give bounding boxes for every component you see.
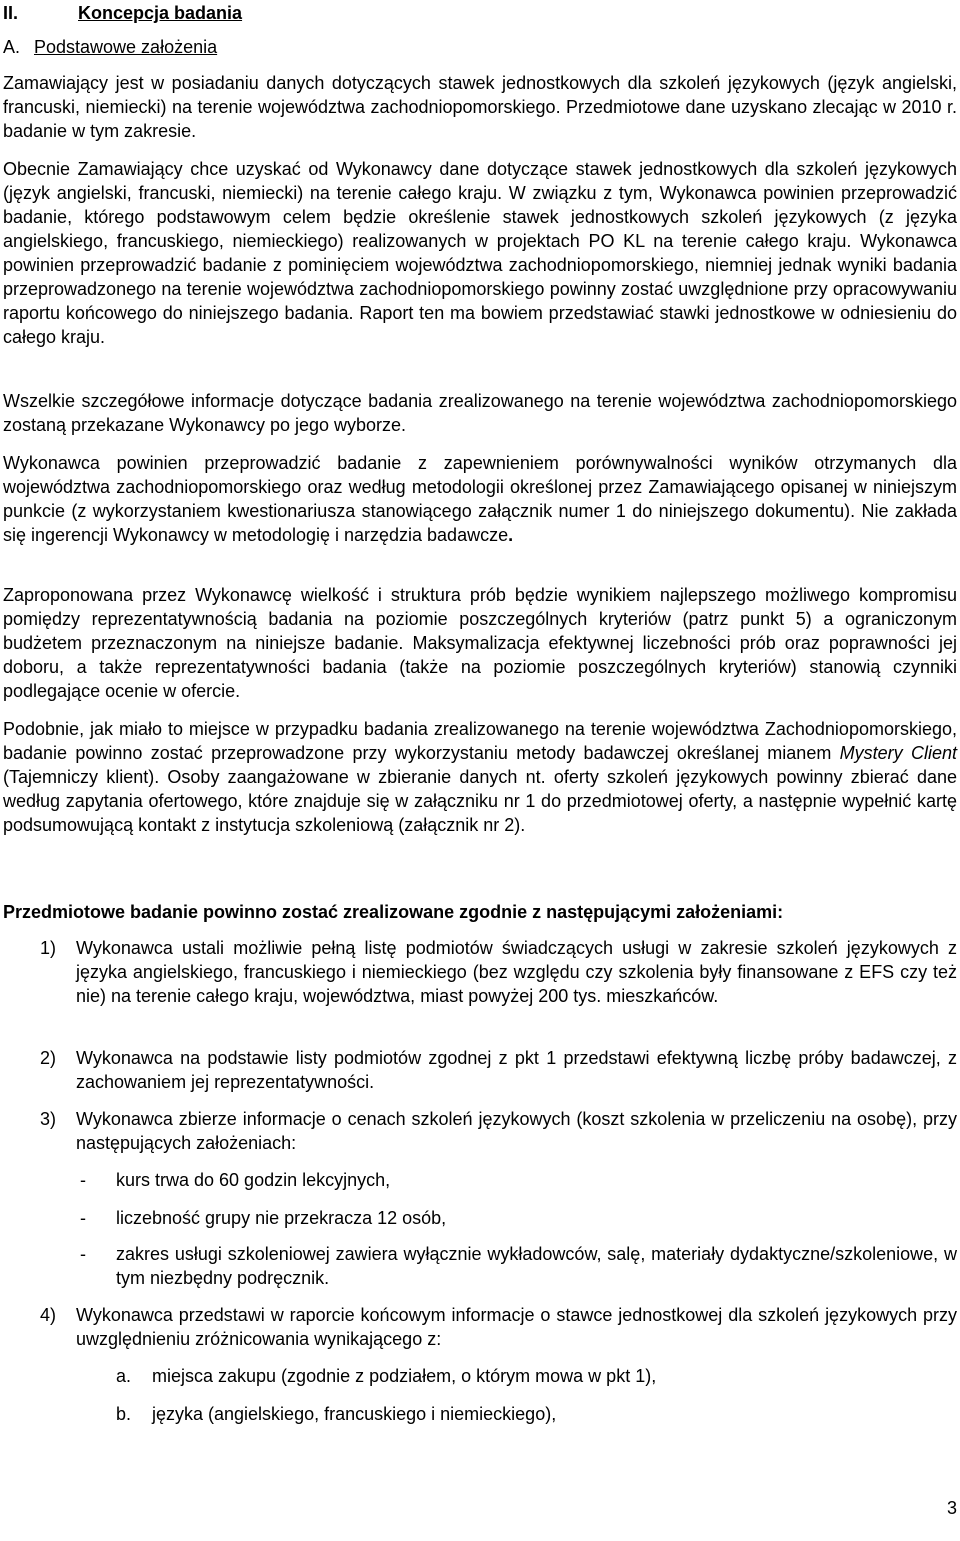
- dash-item: [3, 1206, 957, 1230]
- paragraph-text: Obecnie Zamawiający chce uzyskać od Wykonawcy dane dotyczące stawek jednostkowych dla szkoleń językowych (język angielski, francuski, niemiecki) na terenie całego kraju. W związku z tym, Wykonawca powinien przeprowadzić badanie, którego podstawowym celem będzie określenie stawek jednostkowych szkoleń językowych (z języka angielskiego, francuskiego, niemieckiego) realizowanych w projektach PO KL na terenie całego kraju. Wykonawca powinien przeprowadzić badanie z pominięciem województwa zachodniopomorskiego, niemniej jednak wyniki badania przeprowadzonego na terenie województwa zachodniopomorskiego powinny zostać uwzględnione przy opracowywaniu raportu końcowego do niniejszego badania. Raport ten ma bowiem przedstawiać stawki jednostkowe w odniesieniu do całego kraju.: [3, 159, 957, 347]
- list-item-text: Wykonawca na podstawie listy podmiotów zgodnej z pkt 1 przedstawi efektywną liczbę próby badawczej, z zachowaniem jej reprezentatywności.: [76, 1048, 957, 1092]
- list-item-number: 3): [40, 1109, 57, 1129]
- list-item-number: 4): [40, 1305, 57, 1325]
- sub-item-text: miejsca zakupu (zgodnie z podziałem, o którym mowa w pkt 1),: [152, 1366, 657, 1386]
- list-item: [3, 1303, 957, 1351]
- assumptions-heading: [3, 900, 957, 924]
- paragraph-1: [3, 71, 957, 143]
- list-item-number: 1): [40, 938, 57, 958]
- list-item: [3, 1046, 957, 1094]
- section-title: Koncepcja badania: [78, 3, 243, 23]
- list-item-text: Wykonawca przedstawi w raporcie końcowym informacje o stawce jednostkowej dla szkoleń językowych przy uwzględnieniu zróżnicowania wynikającego z:: [76, 1305, 957, 1349]
- section-number: II.: [3, 3, 19, 23]
- paragraph-6-emphasis: Mystery Client: [839, 743, 957, 763]
- sub-item: [3, 1364, 957, 1388]
- paragraph-4-end: .: [508, 525, 514, 545]
- paragraph-text: [3, 717, 957, 837]
- paragraph-text: Wszelkie szczegółowe informacje dotyczące badania zrealizowanego na terenie województwa zachodniopomorskiego zostaną przekazane Wykonawcy po jego wyborze.: [3, 391, 957, 435]
- dash-item: [3, 1242, 957, 1290]
- paragraph-3: [3, 389, 957, 437]
- paragraph-2: [3, 157, 957, 349]
- paragraph-text: Zamawiający jest w posiadaniu danych dotyczących stawek jednostkowych dla szkoleń językowych (język angielski, francuski, niemiecki) na terenie województwa zachodniopomorskiego. Przedmiotowe dane uzyskano zlecając w 2010 r. badanie w tym zakresie.: [3, 73, 957, 141]
- paragraph-6-b: (Tajemniczy klient). Osoby zaangażowane w zbieranie danych nt. oferty szkoleń językowych powinny zbierać dane według zapytania ofertowego, które znajduje się w załączniku nr 1 do przedmiotowej oferty, a następnie wypełnić kartę podsumowującą kontakt z instytucja szkoleniową (załącznik nr 2).: [3, 767, 957, 835]
- paragraph-text: [3, 451, 957, 547]
- paragraph-6-a: Podobnie, jak miało to miejsce w przypadku badania zrealizowanego na terenie województwa Zachodniopomorskiego, badanie powinno zostać przeprowadzone przy wykorzystaniu metody badawczej określanej mianem: [3, 719, 957, 763]
- paragraph-6: [3, 717, 957, 837]
- sub-item: [3, 1402, 957, 1426]
- sub-item-mark: b.: [116, 1404, 132, 1424]
- subsection-heading: [3, 36, 217, 58]
- page-number: 3: [946, 1498, 957, 1518]
- subsection-title: Podstawowe założenia: [34, 37, 218, 57]
- dash-mark: -: [80, 1244, 86, 1264]
- assumptions-heading-text: Przedmiotowe badanie powinno zostać zrealizowane zgodnie z następującymi założeniami:: [3, 902, 784, 922]
- sub-item-text: języka (angielskiego, francuskiego i niemieckiego),: [152, 1404, 557, 1424]
- list-item: [3, 1107, 957, 1155]
- dash-item: [3, 1168, 957, 1192]
- paragraph-5: [3, 583, 957, 703]
- dash-mark: -: [80, 1208, 86, 1228]
- paragraph-4: [3, 451, 957, 547]
- dash-mark: -: [80, 1170, 86, 1190]
- dash-item-text: zakres usługi szkoleniowej zawiera wyłącznie wykładowców, salę, materiały dydaktyczne/szkoleniowe, w tym niezbędny podręcznik.: [116, 1244, 957, 1288]
- list-item-text: Wykonawca ustali możliwie pełną listę podmiotów świadczących usługi w zakresie szkoleń językowych z języka angielskiego, francuskiego i niemieckiego (bez względu czy szkolenia były finansowane z EFS czy też nie) na terenie całego kraju, województwa, miast powyżej 200 tys. mieszkańców.: [76, 938, 957, 1006]
- paragraph-4-main: Wykonawca powinien przeprowadzić badanie z zapewnieniem porównywalności wyników otrzymanych dla województwa zachodniopomorskiego oraz według metodologii określonej przez Zamawiającego opisanej w niniejszym punkcie (z wykorzystaniem kwestionariusza stanowiącego załącznik numer 1 do niniejszego dokumentu). Nie zakłada się ingerencji Wykonawcy w metodologię i narzędzia badawcze: [3, 453, 957, 545]
- paragraph-text: Zaproponowana przez Wykonawcę wielkość i struktura prób będzie wynikiem najlepszego możliwego kompromisu pomiędzy reprezentatywnością badania na poziomie poszczególnych kryteriów (patrz punkt 5) a ograniczonym budżetem przeznaczonym na niniejsze badanie. Maksymalizacja efektywnej liczebności prób oraz poprawności jej doboru, a także reprezentatywności badania (także na poziomie poszczególnych kryteriów) stanowią czynniki podlegające ocenie w ofercie.: [3, 585, 957, 701]
- section-heading: [3, 2, 242, 24]
- subsection-number: A.: [3, 37, 21, 57]
- sub-item-mark: a.: [116, 1366, 132, 1386]
- list-item: [3, 936, 957, 1008]
- dash-item-text: kurs trwa do 60 godzin lekcyjnych,: [116, 1170, 391, 1190]
- dash-item-text: liczebność grupy nie przekracza 12 osób,: [116, 1208, 447, 1228]
- list-item-text: Wykonawca zbierze informacje o cenach szkoleń językowych (koszt szkolenia w przeliczeniu na osobę), przy następujących założeniach:: [76, 1109, 957, 1153]
- list-item-number: 2): [40, 1048, 57, 1068]
